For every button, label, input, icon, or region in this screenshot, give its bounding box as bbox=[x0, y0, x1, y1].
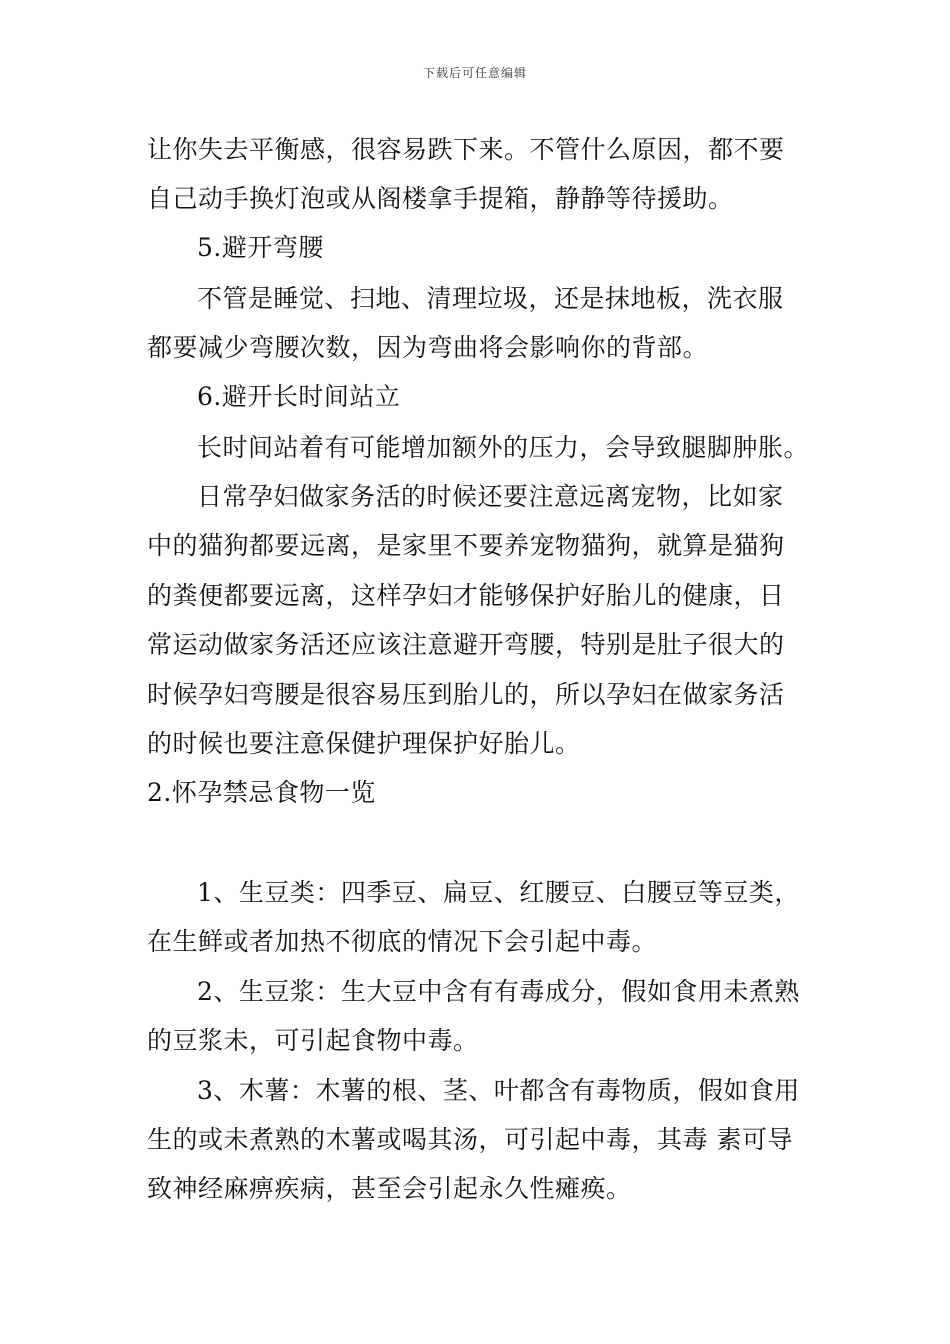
text-line: 常运动做家务活还应该注意避开弯腰，特别是肚子很大的 bbox=[147, 630, 785, 659]
text-line: 的时候也要注意保健护理保护好胎儿。 bbox=[147, 729, 581, 758]
text-line: 日常孕妇做家务活的时候还要注意远离宠物，比如家 bbox=[197, 482, 784, 511]
text-line: 3、木薯：木薯的根、茎、叶都含有毒物质，假如食用 bbox=[197, 1076, 800, 1105]
page-header: 下载后可任意编辑 bbox=[422, 66, 527, 80]
text-line: 2、生豆浆：生大豆中含有有毒成分，假如食用未煮熟 bbox=[197, 977, 800, 1006]
text-line: 长时间站着有可能增加额外的压力，会导致腿脚肿胀。 bbox=[197, 433, 810, 462]
text-line: 的豆浆未，可引起食物中毒。 bbox=[147, 1026, 479, 1055]
text-line: 时候孕妇弯腰是很容易压到胎儿的，所以孕妇在做家务活 bbox=[147, 680, 785, 709]
section-heading: 6.避开长时间站立 bbox=[197, 382, 401, 411]
text-line: 中的猫狗都要远离，是家里不要养宠物猫狗，就算是猫狗 bbox=[147, 531, 785, 560]
text-line: 自己动手换灯泡或从阁楼拿手提箱，静静等待援助。 bbox=[147, 184, 734, 213]
section-heading: 2.怀孕禁忌食物一览 bbox=[147, 778, 376, 807]
text-line: 致神经麻痹疾病，甚至会引起永久性瘫痪。 bbox=[147, 1174, 632, 1203]
text-line: 的粪便都要远离，这样孕妇才能够保护好胎儿的健康，日 bbox=[147, 581, 785, 610]
section-heading: 5.避开弯腰 bbox=[197, 233, 324, 262]
text-line: 1、生豆类：四季豆、扁豆、红腰豆、白腰豆等豆类， bbox=[197, 878, 800, 907]
text-line: 都要减少弯腰次数，因为弯曲将会影响你的背部。 bbox=[147, 333, 709, 362]
text-line: 不管是睡觉、扫地、清理垃圾，还是抹地板，洗衣服 bbox=[197, 284, 784, 313]
text-line: 让你失去平衡感，很容易跌下来。不管什么原因，都不要 bbox=[147, 135, 785, 164]
text-line: 在生鲜或者加热不彻底的情况下会引起中毒。 bbox=[147, 927, 658, 956]
text-line: 生的或未煮熟的木薯或喝其汤，可引起中毒，其毒 素可导 bbox=[147, 1125, 793, 1154]
